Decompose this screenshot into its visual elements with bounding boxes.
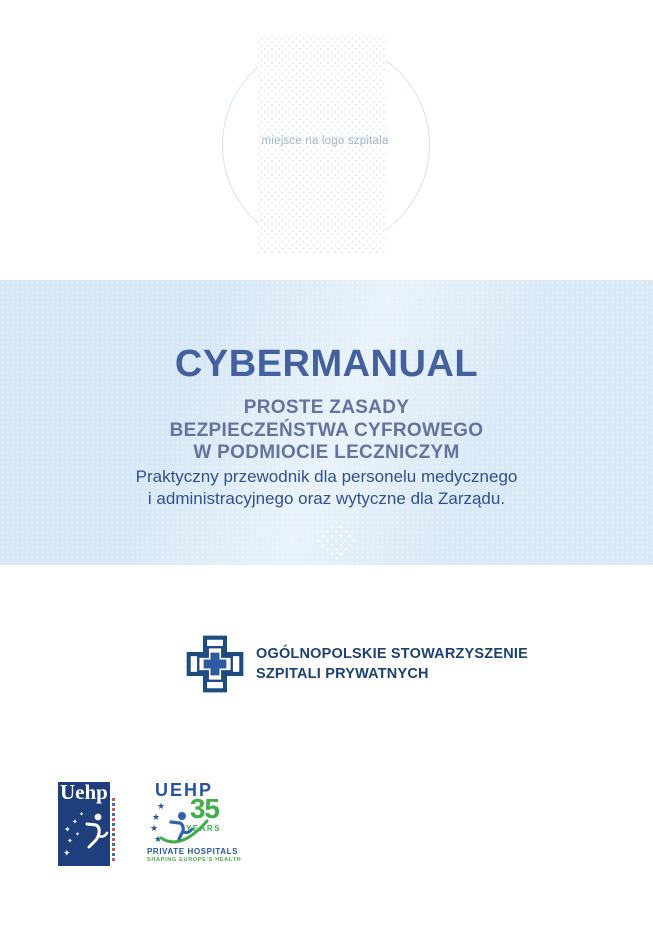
- ossp-logo: [186, 633, 528, 695]
- ossp-name-line: OGÓLNOPOLSKIE STOWARZYSZENIE: [256, 646, 528, 662]
- uehp-35-tagline-primary: PRIVATE HOSPITALS: [147, 847, 239, 856]
- star-icon: ✦: [72, 819, 78, 826]
- document-title: CYBERMANUAL: [174, 343, 479, 385]
- star-icon: ✦: [79, 812, 85, 818]
- star-icon: ★: [154, 834, 163, 844]
- anniversary-label: YEARS: [185, 824, 221, 833]
- ossp-name: [256, 644, 528, 684]
- star-icon: ★: [150, 823, 159, 833]
- anniversary-number: 35: [189, 793, 219, 824]
- uehp-35-emblem: [147, 793, 221, 845]
- star-icon: ★: [152, 812, 161, 822]
- uehp-35-years-logo: [147, 780, 242, 863]
- star-icon: ✦: [63, 848, 71, 858]
- uehp-classic-logo: [58, 782, 122, 868]
- star-icon: ✦: [64, 825, 71, 834]
- star-icon: ✦: [67, 838, 73, 845]
- star-icon: ✦: [75, 832, 81, 838]
- ossp-name-line: SZPITALI PRYWATNYCH: [256, 666, 429, 682]
- jumping-person-icon: [84, 812, 110, 850]
- subtitle-line: W PODMIOCIE LECZNICZYM: [193, 442, 460, 463]
- document-subtitle: [0, 397, 653, 465]
- star-icon: ★: [157, 801, 166, 811]
- subtitle-line: BEZPIECZEŃSTWA CYFROWEGO: [169, 419, 484, 441]
- dancing-person-swoosh-icon: [155, 805, 213, 849]
- uehp-classic-wordmark: Uehp: [60, 780, 108, 804]
- hospital-logo-placeholder-text: miejsce na logo szpitala: [261, 135, 389, 147]
- subtitle-line: PROSTE ZASADY: [243, 397, 410, 418]
- medical-cross-icon: [186, 633, 244, 695]
- description-line: Praktyczny przewodnik dla personelu medycznego: [135, 467, 518, 486]
- document-description: [0, 466, 653, 510]
- uehp-35-tagline-secondary: SHAPING EUROPE'S HEALTH: [147, 857, 242, 863]
- uehp-35-wordmark: UEHP: [154, 780, 213, 800]
- vertical-microtext-strip: [112, 798, 115, 862]
- description-line: i administracyjnego oraz wytyczne dla Zarządu.: [147, 489, 506, 508]
